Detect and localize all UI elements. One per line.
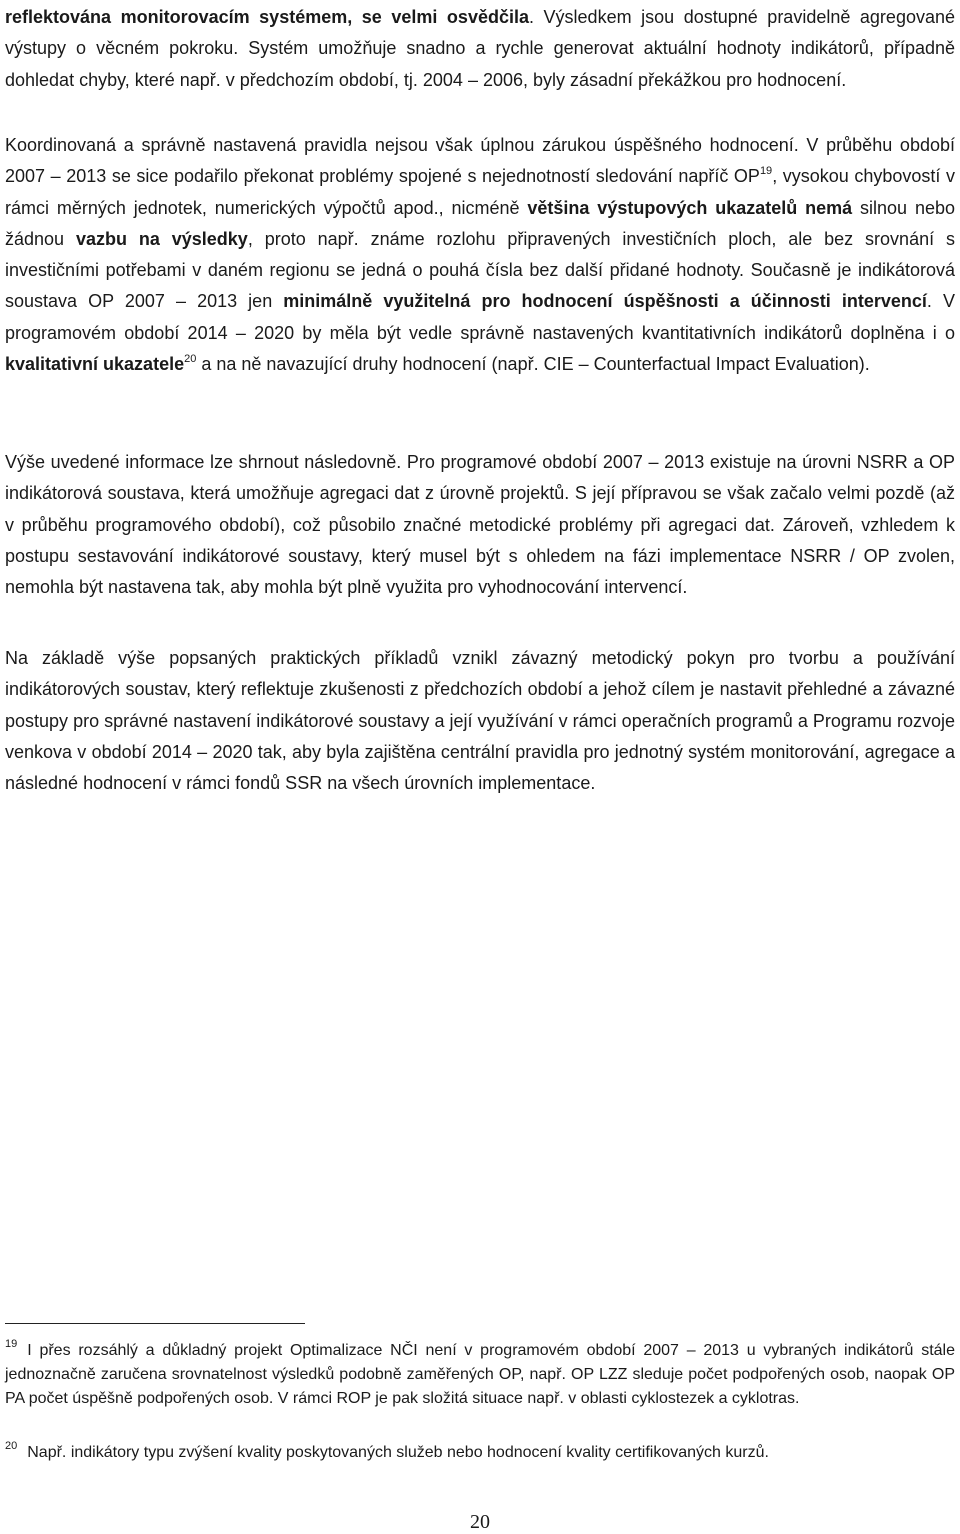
text-run: Koordinovaná a správně nastavená pravidla nejsou však úplnou zárukou úspěšného hodnocení. V průběhu období 2007 – 2013 se sice podařilo překonat problémy spojené s nejednotností sledování napříč OP	[5, 135, 955, 187]
text-run: Na základě výše popsaných praktických příkladů vznikl závazný metodický pokyn pro tvorbu a používání indikátorových soustav, který reflektuje zkušenosti z předchozích období a jehož cílem je nastavit přehledné a závazné postupy pro správné nastavení indikátorové soustavy a její využívání v rámci operačních programů a Programu rozvoje venkova v období 2014 – 2020 tak, aby byla zajištěna centrální pravidla pro jednotný systém monitorování, agregace a následné hodnocení v rámci fondů SSR na všech úrovních implementace.	[5, 648, 955, 794]
paragraph-2	[5, 130, 955, 380]
footnote-text: I přes rozsáhlý a důkladný projekt Optimalizace NČI není v programovém období 2007 – 2013 u vybraných indikátorů stále jednoznačně zaručena srovnatelnost výsledků podobně zaměřených OP, např. OP LZZ sleduje počet podpořených osob, naopak OP PA počet úspěšně podpořených osob. V rámci ROP je pak složitá situace např. v oblasti cyklostezek a cyklotras.	[5, 1342, 955, 1408]
footnote-separator	[5, 1323, 305, 1324]
text-run: , proto např. známe rozlohu připravených investičních ploch, ale bez srovnání s investičními potřebami v daném regionu se jedná o pouhá čísla bez další přidané hodnoty. Současně je indikátorová soustava OP 2007 – 2013 jen	[5, 228, 955, 312]
bold-text-run: reflektována monitorovacím systémem, se velmi osvědčila	[5, 7, 529, 27]
paragraph-3	[5, 447, 955, 603]
bold-text-run: vazbu na výsledky	[75, 228, 248, 249]
text-run: . Výsledkem jsou dostupné pravidelně agregované výstupy o věcném pokroku. Systém umožňuje snadno a rychle generovat aktuální hodnoty indikátorů, případně dohledat chyby, které např. v předchozím období, tj. 2004 – 2006, byly zásadní překážkou pro hodnocení.	[5, 7, 955, 90]
footnote-text: Např. indikátory typu zvýšení kvality poskytovaných služeb nebo hodnocení kvality certifikovaných kurzů.	[27, 1444, 769, 1461]
text-run: a na ně navazující druhy hodnocení (např. CIE – Counterfactual Impact Evaluation).	[196, 354, 870, 375]
text-run: Výše uvedené informace lze shrnout následovně. Pro programové období 2007 – 2013 existuje na úrovni NSRR a OP indikátorová soustava, která umožňuje agregaci dat z úrovně projektů. S její přípravou se však začalo velmi pozdě (až v průběhu programového období), což působilo značné metodické problémy při agregaci dat. Zároveň, vzhledem k postupu sestavování indikátorové soustavy, který musel být s ohledem na fázi implementace NSRR / OP zvolen, nemohla být nastavena tak, aby mohla být plně využita pro vyhodnocování intervencí.	[5, 452, 955, 598]
footnote-reference: 19	[759, 165, 773, 178]
text-run: silnou nebo žádnou	[5, 197, 955, 249]
footnote-reference: 20	[184, 353, 197, 366]
page-number: 20	[470, 1511, 490, 1533]
paragraph-4	[5, 643, 955, 799]
footnote-number: 20	[5, 1440, 18, 1452]
paragraph-1	[5, 2, 955, 96]
text-run: . V programovém období 2014 – 2020 by měla být vedle správně nastavených kvantitativních indikátorů doplněna i o	[5, 291, 955, 343]
bold-text-run: minimálně využitelná pro hodnocení úspěšnosti a účinnosti intervencí	[283, 291, 927, 312]
bold-text-run: většina výstupových ukazatelů nemá	[527, 197, 853, 218]
footnote-19	[5, 1339, 955, 1412]
footnote-20	[5, 1441, 955, 1465]
bold-text-run: kvalitativní ukazatele	[5, 354, 185, 375]
text-run: , vysokou chybovostí v rámci měrných jednotek, numerických výpočtů apod., nicméně	[5, 166, 955, 218]
footnote-number: 19	[5, 1338, 18, 1350]
